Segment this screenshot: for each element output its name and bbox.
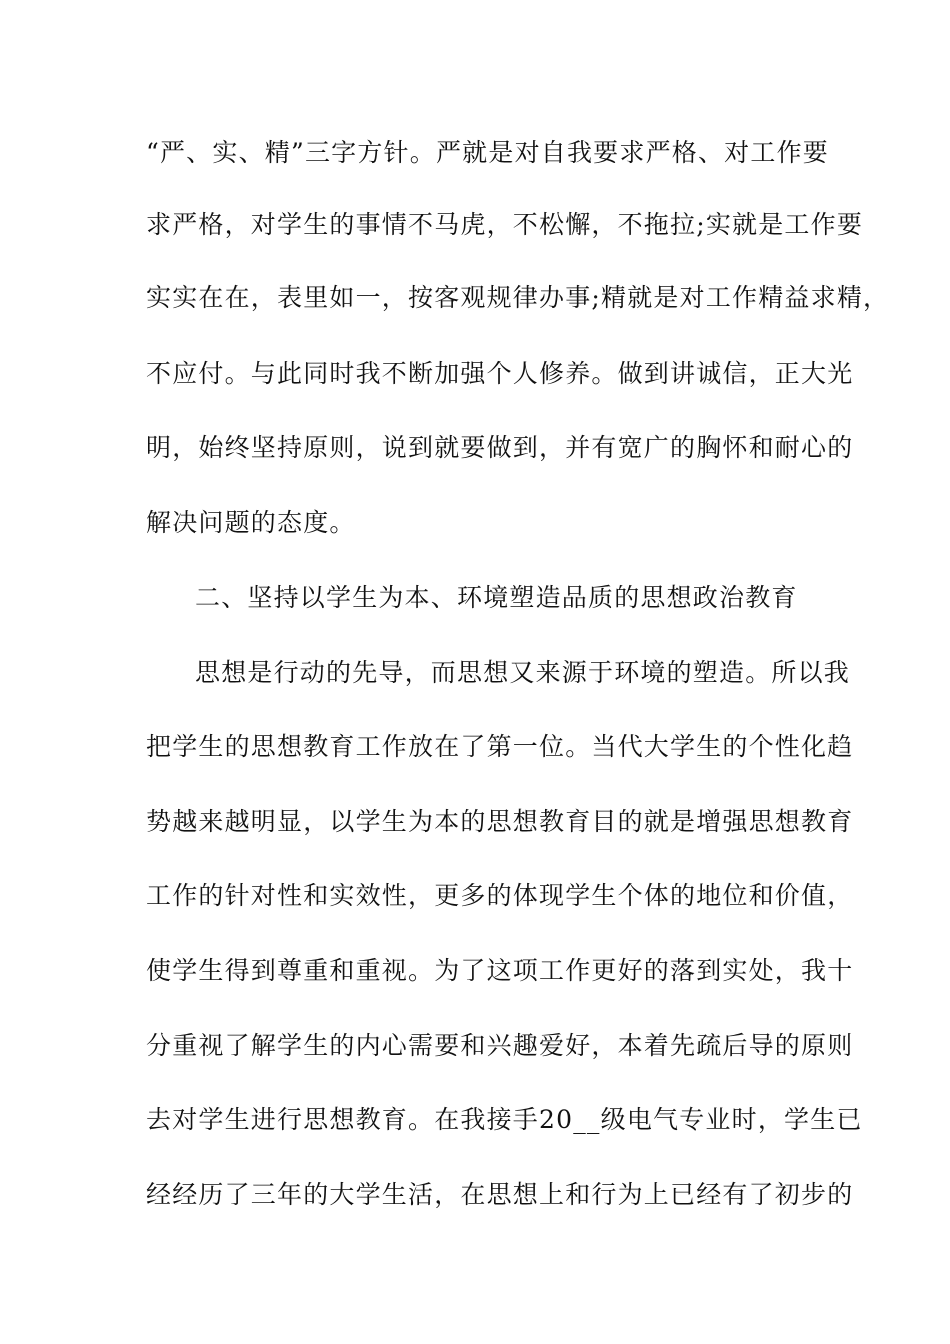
paragraph-line: 思想是行动的先导，而思想又来源于环境的塑造。所以我 — [195, 658, 851, 687]
paragraph-line: 分重视了解学生的内心需要和兴趣爱好，本着先疏后导的原则 — [146, 1031, 854, 1060]
paragraph-line: 不应付。与此同时我不断加强个人修养。做到讲诚信，正大光 — [146, 359, 854, 388]
paragraph-line: 实实在在，表里如一，按客观规律办事;精就是对工作精益求精， — [146, 283, 890, 312]
paragraph-line: 把学生的思想教育工作放在了第一位。当代大学生的个性化趋 — [146, 732, 854, 761]
paragraph-line: 明，始终坚持原则，说到就要做到，并有宽广的胸怀和耐心的 — [146, 433, 854, 462]
section-heading: 二、坚持以学生为本、环境塑造品质的思想政治教育 — [195, 583, 798, 612]
paragraph-line: 势越来越明显，以学生为本的思想教育目的就是增强思想教育 — [146, 807, 854, 836]
paragraph-line: 经经历了三年的大学生活，在思想上和行为上已经有了初步的 — [146, 1180, 854, 1209]
paragraph-line: 使学生得到尊重和重视。为了这项工作更好的落到实处，我十 — [146, 956, 854, 985]
paragraph-line: 去对学生进行思想教育。在我接手20__级电气专业时，学生已 — [146, 1105, 863, 1134]
paragraph-line: 求严格，对学生的事情不马虎，不松懈，不拖拉;实就是工作要 — [146, 210, 864, 239]
paragraph-line: “严、实、精”三字方针。严就是对自我要求严格、对工作要 — [146, 138, 829, 167]
paragraph-line: 解决问题的态度。 — [146, 508, 356, 537]
paragraph-line: 工作的针对性和实效性，更多的体现学生个体的地位和价值， — [146, 881, 854, 910]
